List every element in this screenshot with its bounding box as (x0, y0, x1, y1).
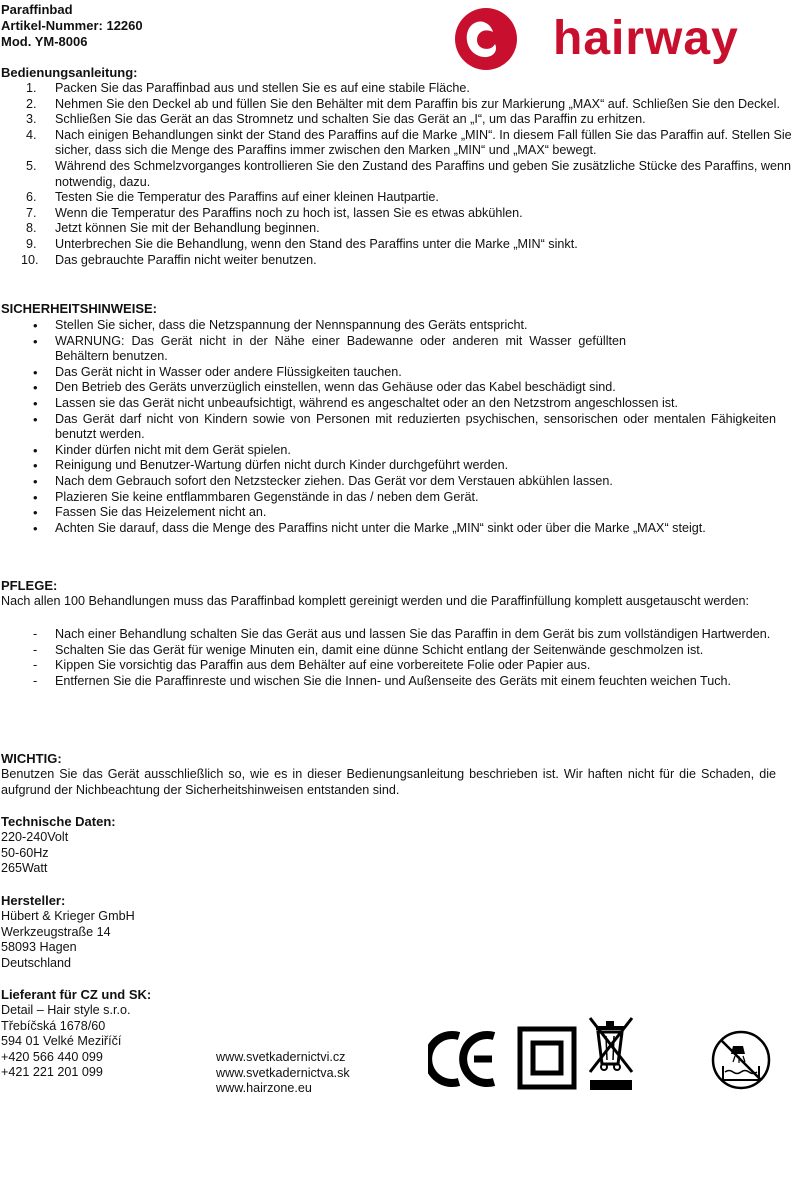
list-item: 9. Unterbrechen Sie die Behandlung, wenn den Stand des Paraffins unter die Marke „MIN“ sinkt. (26, 236, 578, 251)
document-header (1, 2, 143, 50)
phone-number: +421 221 201 099 (1, 1065, 103, 1080)
tech-data (1, 830, 68, 877)
list-item: • Lassen sie das Gerät nicht unbeaufsichtigt, während es angeschaltet oder an den Netzstrom angeschlossen ist. (0, 396, 776, 412)
list-item: 1. Packen Sie das Paraffinbad aus und stellen Sie es auf eine stabile Fläche. (26, 81, 470, 95)
address-line: 58093 Hagen (1, 940, 77, 955)
phone-number: +420 566 440 099 (1, 1049, 103, 1064)
tech-title: Technische Daten: (1, 814, 116, 829)
model-number: Mod. YM-8006 (1, 34, 88, 49)
address-line: Deutschland (1, 955, 72, 970)
care-list (0, 627, 776, 689)
list-item: 2. Nehmen Sie den Deckel ab und füllen Sie den Behälter mit dem Paraffin bis zur Markierung „MAX“ auf. Schließen Sie den Deckel. (26, 96, 780, 111)
list-item: • WARNUNG: Das Gerät nicht in der Nähe einer Badewanne oder anderen mit Wasser gefüllten Behältern benutzen. (0, 334, 776, 365)
supplier-address (1, 1003, 130, 1081)
supplier-title: Lieferant für CZ und SK: (1, 987, 152, 1002)
instructions-list (0, 81, 800, 268)
brand-name: hairway (553, 12, 739, 65)
supplier-websites (216, 1050, 350, 1097)
list-item: • Plazieren Sie keine entflammbaren Gegenstände in das / neben dem Gerät. (0, 490, 776, 506)
article-number: Artikel-Nummer: 12260 (1, 18, 143, 33)
list-item: • Stellen Sie sicher, dass die Netzspannung der Nennspannung des Geräts entspricht. (0, 318, 776, 334)
list-item: 10. Das gebrauchte Paraffin nicht weiter benutzen. (21, 252, 317, 267)
list-item: 3. Schließen Sie das Gerät an das Stromnetz und schalten Sie das Gerät an „I“, um das Paraffin zu erhitzen. (26, 112, 646, 127)
product-title: Paraffinbad (1, 2, 73, 17)
list-item: - Entfernen Sie die Paraffinreste und wischen Sie die Innen- und Außenseite des Geräts mit einem feuchten weichen Tuch. (0, 674, 776, 690)
list-item: • Das Gerät nicht in Wasser oder andere Flüssigkeiten tauchen. (0, 365, 776, 381)
list-item: • Das Gerät darf nicht von Kindern sowie von Personen mit reduzierten psychischen, sensorischen oder mentalen Fähigkeiten benutzt werden. (0, 412, 776, 443)
address-line: Hübert & Krieger GmbH (1, 909, 135, 923)
instructions-title: Bedienungsanleitung: (1, 65, 138, 80)
hairway-logo (455, 4, 785, 78)
address-line: 594 01 Velké Meziříčí (1, 1034, 122, 1049)
list-item: 5. Während des Schmelzvorganges kontrollieren Sie den Zustand des Paraffins und geben Sie zusätzliche Stücke des Paraffins, wenn notwendig, dazu. (26, 158, 792, 189)
power: 265Watt (1, 861, 48, 876)
list-item: • Nach dem Gebrauch sofort den Netzstecker ziehen. Das Gerät vor dem Verstauen abkühlen lassen. (0, 474, 776, 490)
list-item: 4. Nach einigen Behandlungen sinkt der Stand des Paraffins auf die Marke „MIN“. In diesem Fall füllen Sie das Paraffin auf. Stellen Sie sicher, dass sich die Menge des Paraffins immer zwischen den Marken „MIN“ und „MAX“ bewegt. (26, 127, 792, 158)
important-title: WICHTIG: (1, 751, 62, 766)
voltage: 220-240Volt (1, 830, 69, 844)
address-line: Třebíčská 1678/60 (1, 1018, 106, 1033)
safety-title: SICHERHEITSHINWEISE: (1, 301, 158, 316)
important-text: Benutzen Sie das Gerät ausschließlich so, wie es in dieser Bedienungsanleitung beschrieben ist. Wir haften nicht für die Schaden, die aufgrund der Nichbeachtung der Sicherheitshinweisen entstanden sind. (1, 767, 776, 797)
list-item: • Kinder dürfen nicht mit dem Gerät spielen. (0, 443, 776, 459)
website-link[interactable]: www.hairzone.eu (216, 1081, 312, 1096)
manufacturer-address (1, 909, 135, 971)
safety-list (0, 318, 776, 536)
list-item: - Nach einer Behandlung schalten Sie das Gerät aus und lassen Sie das Paraffin in dem Gerät bis zum vollständigen Hartwerden. (0, 627, 776, 643)
list-item: 6. Testen Sie die Temperatur des Paraffins auf einer kleinen Hautpartie. (26, 190, 439, 205)
list-item: - Schalten Sie das Gerät für wenige Minuten ein, damit eine dünne Schicht entlang der Seitenwände geschmolzen ist. (0, 643, 776, 659)
frequency: 50-60Hz (1, 845, 49, 860)
list-item: • Achten Sie darauf, dass die Menge des Paraffins nicht unter die Marke „MIN“ sinkt oder über die Marke „MAX“ steigt. (0, 521, 776, 537)
list-item: 8. Jetzt können Sie mit der Behandlung beginnen. (26, 221, 320, 236)
list-item: - Kippen Sie vorsichtig das Paraffin aus dem Behälter auf eine vorbereitete Folie oder Papier aus. (0, 658, 776, 674)
website-link[interactable]: www.svetkadernictvi.cz (216, 1050, 346, 1064)
address-line: Detail – Hair style s.r.o. (1, 1003, 131, 1017)
class-ii-insulation-icon (517, 1026, 577, 1090)
address-line: Werkzeugstraße 14 (1, 924, 111, 939)
list-item: • Fassen Sie das Heizelement nicht an. (0, 505, 776, 521)
care-title: PFLEGE: (1, 578, 58, 593)
do-not-immerse-icon (709, 1028, 773, 1092)
website-link[interactable]: www.svetkadernictva.sk (216, 1065, 350, 1080)
care-intro: Nach allen 100 Behandlungen muss das Paraffinbad komplett gereinigt werden und die Paraffinfüllung komplett ausgetauscht werden: (1, 594, 749, 608)
list-item: • Den Betrieb des Geräts unverzüglich einstellen, wenn das Gehäuse oder das Kabel beschädigt sind. (0, 380, 776, 396)
weee-crossed-bin-icon (586, 1012, 636, 1092)
list-item: • Reinigung und Benutzer-Wartung dürfen nicht durch Kinder durchgeführt werden. (0, 458, 776, 474)
ce-mark-icon (428, 1028, 498, 1090)
manufacturer-title: Hersteller: (1, 893, 66, 908)
list-item: 7. Wenn die Temperatur des Paraffins noch zu hoch ist, lassen Sie es etwas abkühlen. (26, 205, 523, 220)
